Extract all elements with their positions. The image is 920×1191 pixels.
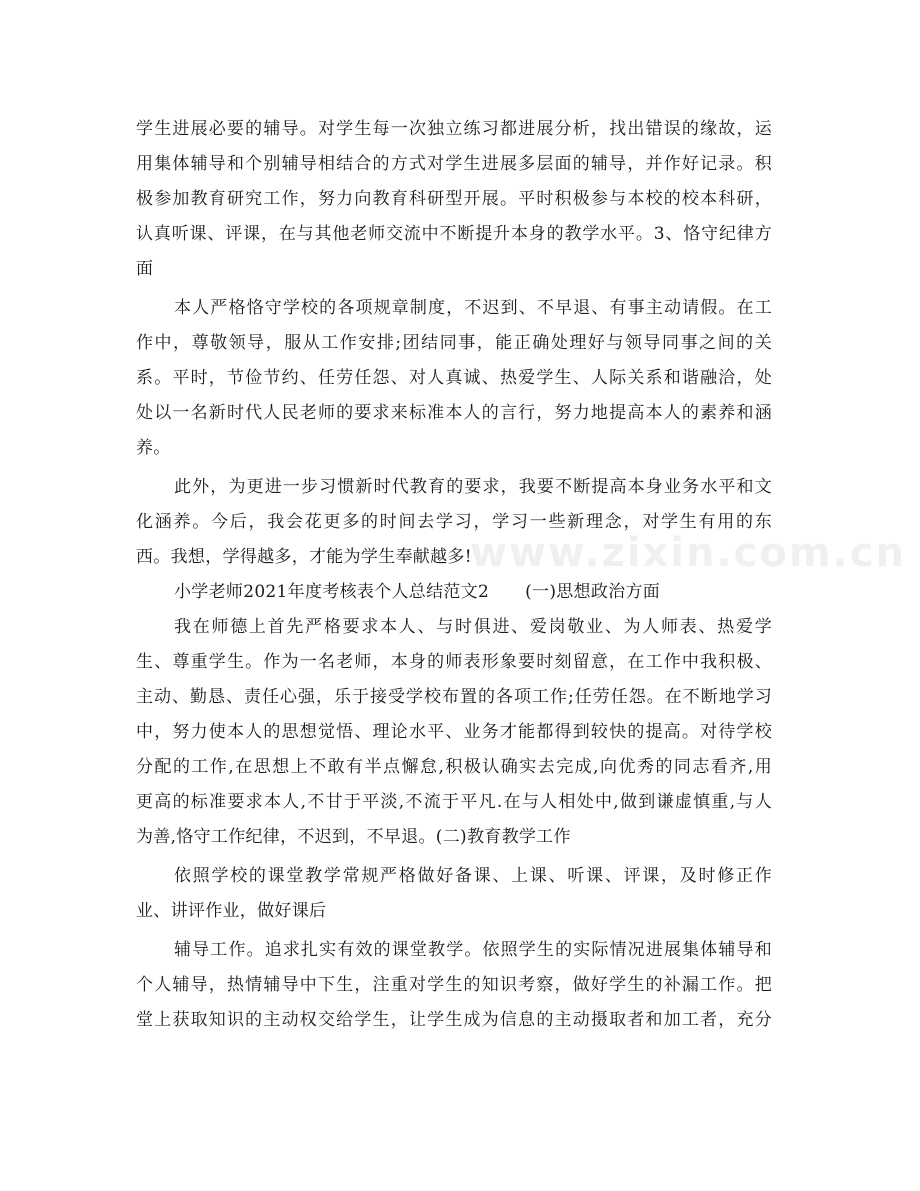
text-line: 处以一名新时代人民老师的要求来标准本人的言行，努力地提高本人的素养和涵 <box>136 403 772 423</box>
text-line: 更高的标准要求本人,不甘于平淡,不流于平凡.在与人相处中,做到谦虚慎重,与人 <box>136 792 772 812</box>
text-line: 学生进展必要的辅导。对学生每一次独立练习都进展分析，找出错误的缘故，运 <box>136 119 772 139</box>
text-line: 业、讲评作业，做好课后 <box>136 901 327 921</box>
paragraph-4 <box>136 610 772 855</box>
text-line: 西。我想，学得越多，才能为学生奉献越多! <box>136 547 472 567</box>
text-line: 用集体辅导和个别辅导相结合的方式对学生进展多层面的辅导，并作好记录。积 <box>136 154 772 174</box>
text-line: 个人辅导，热情辅导中下生，注重对学生的知识考察，做好学生的补漏工作。把 <box>136 975 772 995</box>
text-line: 作中，尊敬领导，服从工作安排;团结同事，能正确处理好与领导同事之间的关 <box>136 333 772 353</box>
text-line: 中，努力使本人的思想觉悟、理论水平、业务才能都得到较快的提高。对待学校 <box>136 722 772 742</box>
text-line: 面 <box>136 259 154 279</box>
text-line: 养。 <box>136 438 171 458</box>
document-title: 小学老师2021年度考核表个人总结范文2 <box>174 582 490 602</box>
text-line: 堂上获取知识的主动权交给学生，让学生成为信息的主动摄取者和加工者，充分 <box>136 1010 772 1030</box>
text-line: 化涵养。今后，我会花更多的时间去学习，学习一些新理念，对学生有用的东 <box>136 512 772 532</box>
paragraph-3 <box>136 470 772 575</box>
watermark: www.zixin.com.cn <box>470 530 906 576</box>
text-line: 分配的工作,在思想上不敢有半点懈怠,积极认确实去完成,向优秀的同志看齐,用 <box>136 757 772 777</box>
text-line: 极参加教育研究工作，努力向教育科研型开展。平时积极参与本校的校本科研， <box>136 189 772 209</box>
text-line: 此外，为更进一步习惯新时代教育的要求，我要不断提高本身业务水平和文 <box>174 477 772 497</box>
text-line: 依照学校的课堂教学常规严格做好备课、上课、听课、评课，及时修正作 <box>174 866 772 886</box>
text-line: 生、尊重学生。作为一名老师，本身的师表形象要时刻留意，在工作中我积极、 <box>136 652 772 672</box>
paragraph-5 <box>136 859 772 929</box>
paragraph-1 <box>136 112 772 287</box>
text-line: 系。平时，节俭节约、任劳任怨、对人真诚、热爱学生、人际关系和谐融洽，处 <box>136 368 772 388</box>
section-heading <box>136 575 772 610</box>
paragraph-6 <box>136 933 772 1038</box>
section-title: (一)思想政治方面 <box>525 582 661 602</box>
text-line: 辅导工作。追求扎实有效的课堂教学。依照学生的实际情况进展集体辅导和 <box>174 940 772 960</box>
text-line: 本人严格恪守学校的各项规章制度，不迟到、不早退、有事主动请假。在工 <box>174 298 772 318</box>
text-line: 主动、勤恳、责任心强，乐于接受学校布置的各项工作;任劳任怨。在不断地学习 <box>136 687 772 707</box>
document-body <box>136 112 772 1038</box>
text-line: 认真听课、评课，在与其他老师交流中不断提升本身的教学水平。3、恪守纪律方 <box>136 224 772 244</box>
paragraph-2 <box>136 291 772 466</box>
text-line: 为善,恪守工作纪律，不迟到，不早退。(二)教育教学工作 <box>136 827 571 847</box>
text-line: 我在师德上首先严格要求本人、与时俱进、爱岗敬业、为人师表、热爱学 <box>174 617 772 637</box>
